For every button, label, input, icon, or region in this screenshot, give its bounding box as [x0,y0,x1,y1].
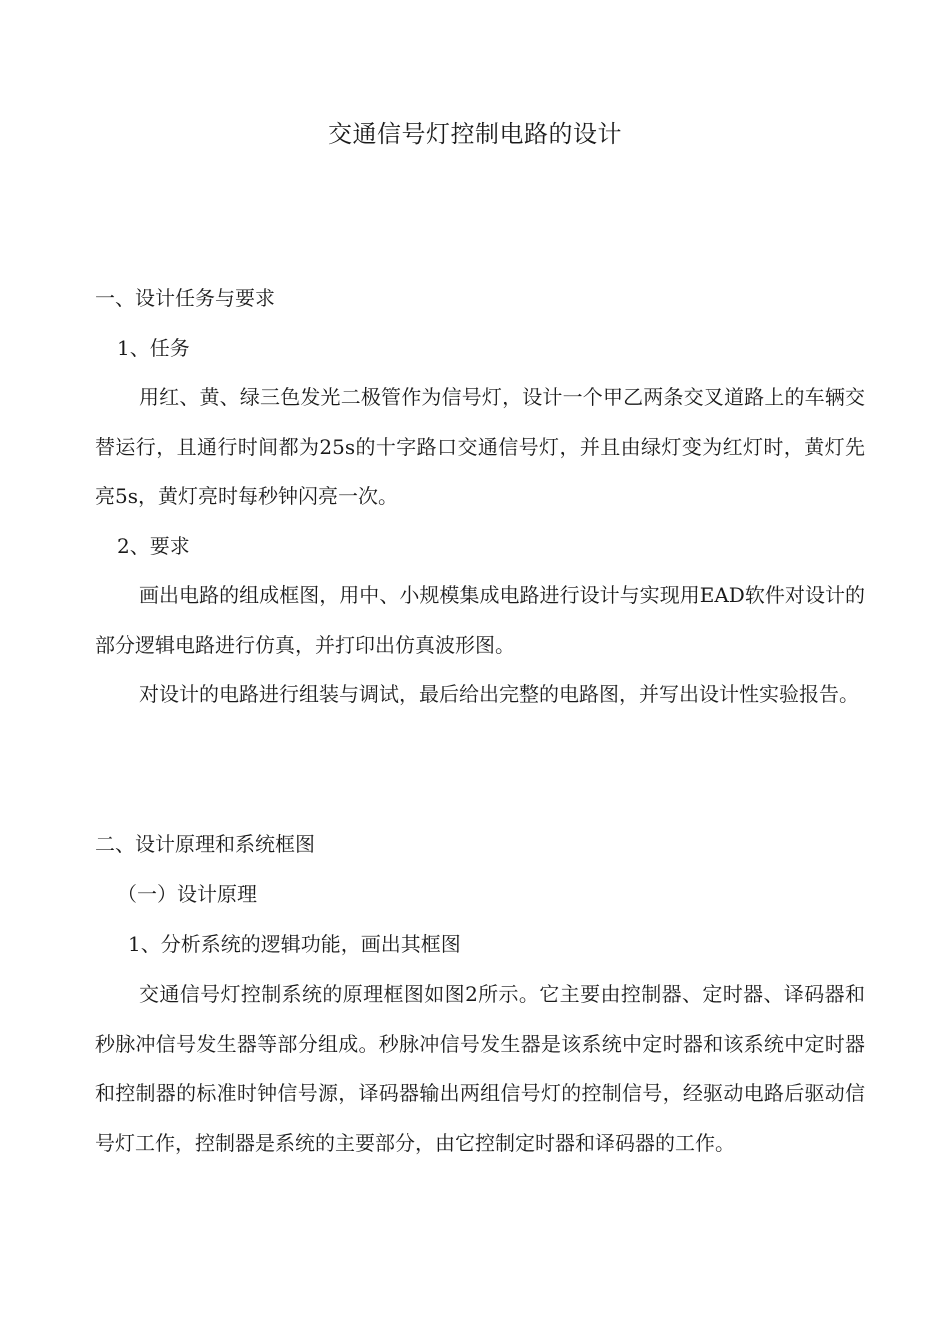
section-heading-1: 一、设计任务与要求 [95,286,275,310]
task-paragraph: 用红、黄、绿三色发光二极管作为信号灯，设计一个甲乙两条交叉道路上的车辆交替运行，且通行时间都为25s的十字路口交通信号灯，并且由绿灯变为红灯时，黄灯先亮5s，黄灯亮时每秒钟闪亮一次。 [95,385,865,508]
design-principle-subheading: （一）设计原理 [117,882,257,906]
task-heading: 1、任务 [117,336,190,360]
logic-function-heading: 1、分析系统的逻辑功能，画出其框图 [128,932,461,956]
requirements-paragraph-1: 画出电路的组成框图，用中、小规模集成电路进行设计与实现用EAD软件对设计的部分逻辑电路进行仿真，并打印出仿真波形图。 [95,583,865,657]
section-heading-2: 二、设计原理和系统框图 [95,832,315,856]
document-title: 交通信号灯控制电路的设计 [328,120,622,148]
requirements-paragraph-2: 对设计的电路进行组装与调试，最后给出完整的电路图，并写出设计性实验报告。 [139,682,859,706]
logic-function-paragraph: 交通信号灯控制系统的原理框图如图2所示。它主要由控制器、定时器、译码器和秒脉冲信号发生器等部分组成。秒脉冲信号发生器是该系统中定时器和该系统中定时器和控制器的标准时钟信号源，译码器输出两组信号灯的控制信号，经驱动电路后驱动信号灯工作，控制器是系统的主要部分，由它控制定时器和译码器的工作。 [95,982,865,1155]
requirements-heading: 2、要求 [117,534,190,558]
